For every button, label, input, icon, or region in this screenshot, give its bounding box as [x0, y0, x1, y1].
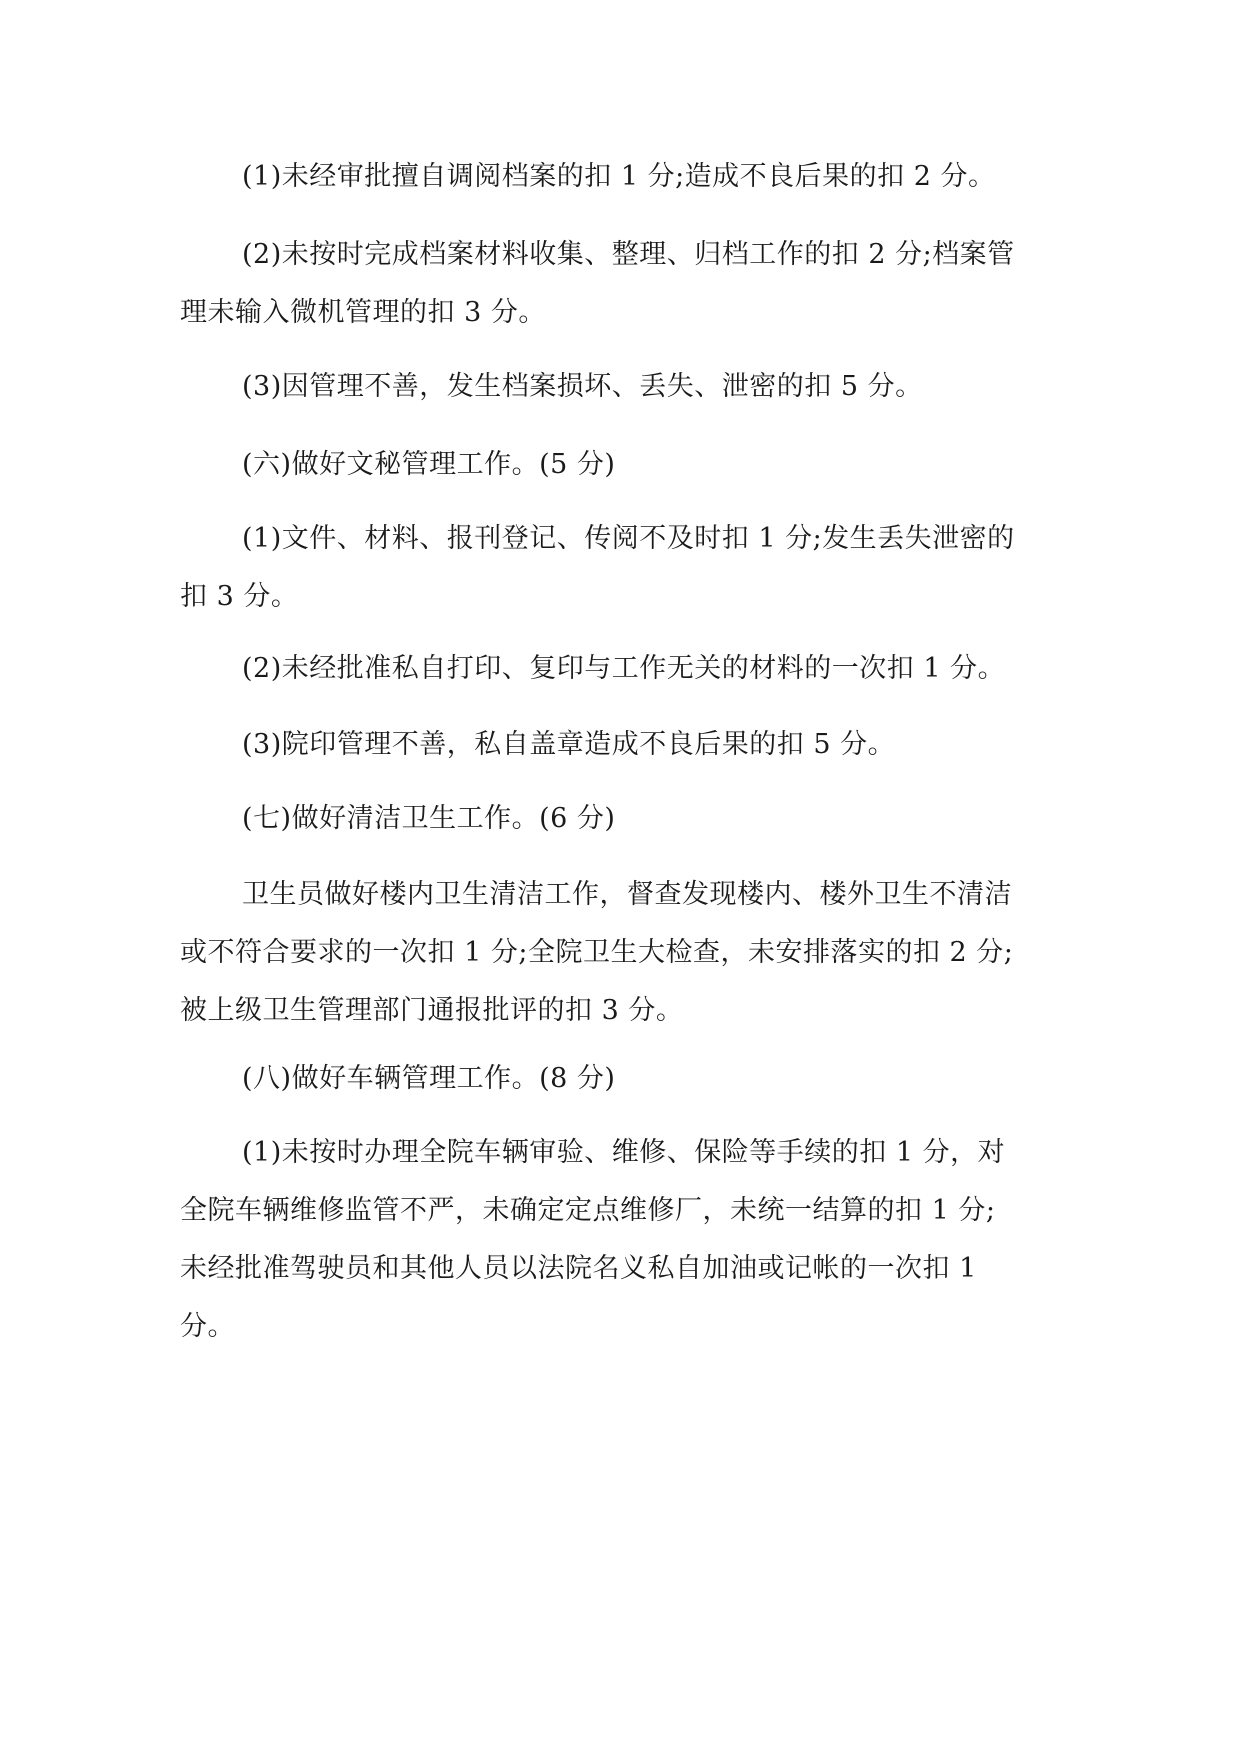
- text-line: 卫生员做好楼内卫生清洁工作，督查发现楼内、楼外卫生不清洁: [242, 879, 1012, 910]
- text-line: 扣 3 分。: [180, 581, 299, 612]
- text-line: (2)未按时完成档案材料收集、整理、归档工作的扣 2 分;档案管: [242, 239, 1015, 270]
- text-line: 或不符合要求的一次扣 1 分;全院卫生大检查，未安排落实的扣 2 分;: [180, 937, 1014, 968]
- paragraph-archive-damage: [180, 358, 1060, 416]
- text-line: 理未输入微机管理的扣 3 分。: [180, 297, 546, 328]
- paragraph-seal-management: [180, 716, 1060, 774]
- text-line: 未经批准驾驶员和其他人员以法院名义私自加油或记帐的一次扣 1: [180, 1253, 977, 1284]
- paragraph-archive-collection: [180, 226, 1060, 342]
- section-heading-vehicles: [180, 1050, 1060, 1108]
- paragraph-unauthorized-printing: [180, 640, 1060, 698]
- paragraph-document-registration: [180, 510, 1060, 626]
- paragraph-vehicle-rules: [180, 1124, 1060, 1356]
- text-line: (七)做好清洁卫生工作。(6 分): [242, 803, 616, 834]
- paragraph-archive-access: [180, 148, 1060, 206]
- text-line: (八)做好车辆管理工作。(8 分): [242, 1063, 616, 1094]
- text-line: 全院车辆维修监管不严，未确定定点维修厂，未统一结算的扣 1 分;: [180, 1195, 996, 1226]
- text-line: (1)未经审批擅自调阅档案的扣 1 分;造成不良后果的扣 2 分。: [242, 161, 996, 192]
- text-line: 分。: [180, 1311, 235, 1342]
- text-line: (六)做好文秘管理工作。(5 分): [242, 449, 616, 480]
- text-line: (2)未经批准私自打印、复印与工作无关的材料的一次扣 1 分。: [242, 653, 1006, 684]
- text-line: (3)因管理不善，发生档案损坏、丢失、泄密的扣 5 分。: [242, 371, 923, 402]
- text-line: (3)院印管理不善，私自盖章造成不良后果的扣 5 分。: [242, 729, 896, 760]
- section-heading-sanitation: [180, 790, 1060, 848]
- text-line: (1)文件、材料、报刊登记、传阅不及时扣 1 分;发生丢失泄密的: [242, 523, 1015, 554]
- text-line: 被上级卫生管理部门通报批评的扣 3 分。: [180, 995, 684, 1026]
- paragraph-sanitation-rules: [180, 866, 1060, 1040]
- section-heading-secretarial: [180, 436, 1060, 494]
- text-line: (1)未按时办理全院车辆审验、维修、保险等手续的扣 1 分，对: [242, 1137, 1006, 1168]
